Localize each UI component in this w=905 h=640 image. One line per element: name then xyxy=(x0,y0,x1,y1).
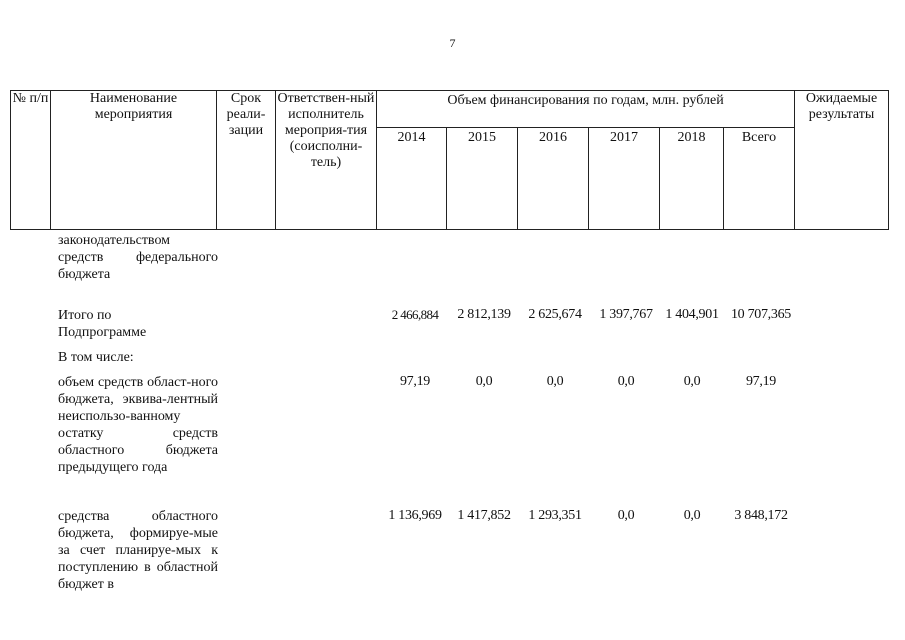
total-2014: 2 466,884 xyxy=(391,307,439,322)
remainder-2014: 97,19 xyxy=(399,374,430,389)
header-results: Ожидаемые результаты xyxy=(795,91,889,230)
total-all: 10 707,365 xyxy=(730,307,791,322)
header-year-2014: 2014 xyxy=(377,128,447,230)
total-label: Итого по Подпрограмме xyxy=(58,308,147,340)
header-year-2017: 2017 xyxy=(589,128,660,230)
total-2015: 2 812,139 xyxy=(457,307,511,322)
planned-2017: 0,0 xyxy=(617,508,635,523)
funding-table-header xyxy=(10,90,889,230)
header-funding: Объем финансирования по годам, млн. рублей xyxy=(377,91,795,128)
header-number: № п/п xyxy=(11,91,51,230)
remainder-2018: 0,0 xyxy=(683,374,701,389)
header-year-2018: 2018 xyxy=(660,128,724,230)
total-2018: 1 404,901 xyxy=(665,307,719,322)
header-total: Всего xyxy=(724,128,795,230)
total-2017: 1 397,767 xyxy=(599,307,653,322)
planned-all: 3 848,172 xyxy=(734,508,788,523)
including-label: В том числе: xyxy=(58,350,134,365)
total-2016: 2 625,674 xyxy=(528,307,582,322)
planned-2014: 1 136,969 xyxy=(388,508,442,523)
header-executor: Ответствен-ный исполнитель мероприя-тия (соисполни-тель) xyxy=(276,91,377,230)
header-year-2016: 2016 xyxy=(518,128,589,230)
page-number: 7 xyxy=(449,36,456,50)
continuation-text: законодательством средств федерального бюджета xyxy=(58,233,218,282)
header-activity-name: Наименование мероприятия xyxy=(51,91,217,230)
regional-remainder-label: объем средств област-ного бюджета, эквива-лентный неиспользо-ванному остатку средств областного бюджета предыдущего года xyxy=(58,375,218,475)
regional-planned-label: средства областного бюджета, формируе-мые за счет планируе-мых к поступлению в областной бюджет в xyxy=(58,509,218,592)
planned-2018: 0,0 xyxy=(683,508,701,523)
planned-2016: 1 293,351 xyxy=(528,508,582,523)
header-year-2015: 2015 xyxy=(447,128,518,230)
planned-2015: 1 417,852 xyxy=(457,508,511,523)
header-term: Срок реали-зации xyxy=(217,91,276,230)
remainder-2016: 0,0 xyxy=(546,374,564,389)
remainder-all: 97,19 xyxy=(745,374,776,389)
remainder-2015: 0,0 xyxy=(475,374,493,389)
remainder-2017: 0,0 xyxy=(617,374,635,389)
